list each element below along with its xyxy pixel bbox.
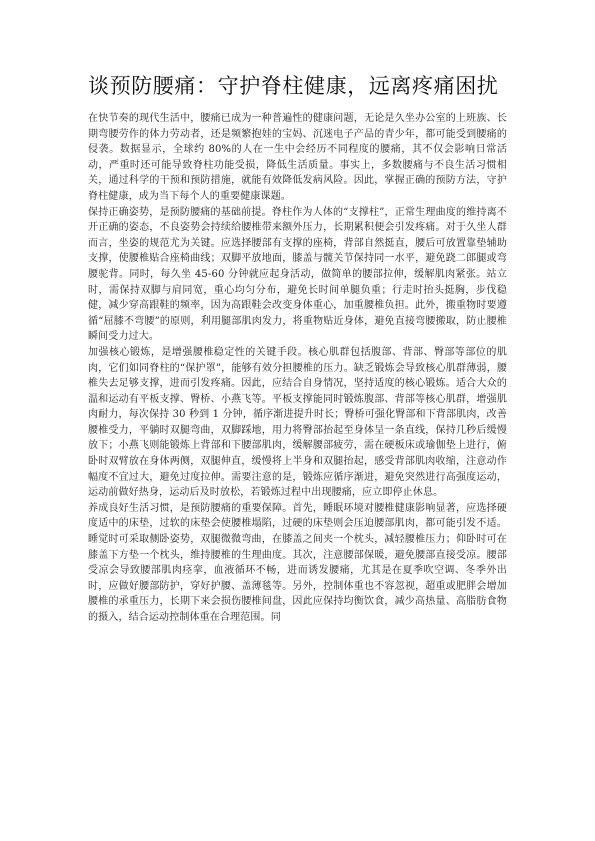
- paragraph-intro: 在快节奏的现代生活中，腰痛已成为一种普遍性的健康问题，无论是久坐办公室的上班族、长期弯腰劳作的体力劳动者，还是频繁抱娃的宝妈、沉迷电子产品的青少年，都可能受到腰痛的侵袭。数据显示，全球约 80%的人在一生中会经历不同程度的腰痛，其不仅会影响日常活动，严重时还可能导致脊柱功能受损，降低生活质量。事实上，多数腰痛与不良生活习惯相关，通过科学的干预和预防措施，就能有效降低发病风险。因此，掌握正确的预防方法，守护脊柱健康，成为当下每个人的重要健康课题。: [88, 113, 507, 202]
- document-page: [88, 72, 507, 626]
- article-title: 谈预防腰痛：守护脊柱健康，远离疼痛困扰: [88, 74, 499, 98]
- paragraph-habits: 养成良好生活习惯，是预防腰痛的重要保障。首先，睡眠环境对腰椎健康影响显著，应选择硬度适中的床垫，过软的床垫会使腰椎塌陷，过硬的床垫则会压迫腰部肌肉，都可能引发不适。睡觉时可采取侧卧姿势，双腿微微弯曲，在膝盖之间夹一个枕头，减轻腰椎压力；仰卧时可在膝盖下方垫一个枕头，维持腰椎的生理曲度。其次，注意腰部保暖，避免腰部直接受凉。腰部受凉会导致腰部肌肉痉挛，血液循环不畅，进而诱发腰痛，尤其是在夏季吹空调、冬季外出时，应做好腰部防护，穿好护腰、盖薄毯等。另外，控制体重也不容忽视，超重或肥胖会增加腰椎的承重压力，长期下来会损伤腰椎间盘，因此应保持均衡饮食，减少高热量、高脂肪食物的摄入，结合运动控制体重在合理范围。同: [88, 502, 507, 623]
- paragraph-core-exercise: 加强核心锻炼，是增强腰椎稳定性的关键手段。核心肌群包括腹部、背部、臀部等部位的肌肉，它们如同脊柱的“保护罩”，能够有效分担腰椎的压力。缺乏锻炼会导致核心肌群薄弱，腰椎失去足够支撑，进而引发疼痛。因此，应结合自身情况，坚持适度的核心锻炼。适合大众的温和运动有平板支撑、臀桥、小燕飞等。平板支撑能同时锻炼腹部、背部等核心肌群，增强肌肉耐力，每次保持 30 秒到 1 分钟，循序渐进提升时长；臀桥可强化臀部和下背部肌肉，改善腰椎受力，平躺时双腿弯曲，双脚踩地，用力将臀部抬起至身体呈一条直线，保持几秒后缓慢放下；小燕飞则能锻炼上背部和下腰部肌肉，缓解腰部疲劳，需在硬板床或瑜伽垫上进行，俯卧时双臂放在身体两侧，双腿伸直，缓慢将上半身和双腿抬起，感受背部肌肉收缩，注意动作幅度不宜过大，避免过度拉伸。需要注意的是，锻炼应循序渐进，避免突然进行高强度运动，运动前做好热身，运动后及时放松，若锻炼过程中出现腰痛，应立即停止休息。: [88, 346, 507, 499]
- article-body: [88, 111, 507, 626]
- paragraph-posture: 保持正确姿势，是预防腰痛的基础前提。脊柱作为人体的“支撑柱”，正常生理曲度的维持离不开正确的姿态，不良姿势会持续给腰椎带来额外压力，长期累积便会引发疼痛。对于久坐人群而言，坐姿的规范尤为关键。应选择腰部有支撑的座椅，背部自然挺直，腰后可放置靠垫辅助支撑，使腰椎贴合座椅曲线；双脚平放地面，膝盖与髋关节保持同一水平，避免跷二郎腿或弯腰驼背。同时，每久坐 45-60 分钟就应起身活动，做简单的腰部拉伸，缓解肌肉紧张。站立时，需保持双脚与肩同宽，重心均匀分布，避免长时间单腿负重；行走时抬头挺胸，步伐稳健，减少穿高跟鞋的频率，因为高跟鞋会改变身体重心，加重腰椎负担。此外，搬重物时要遵循“屈膝不弯腰”的原则，利用腿部肌肉发力，将重物贴近身体，避免直接弯腰搬取，防止腰椎瞬间受力过大。: [88, 206, 507, 343]
